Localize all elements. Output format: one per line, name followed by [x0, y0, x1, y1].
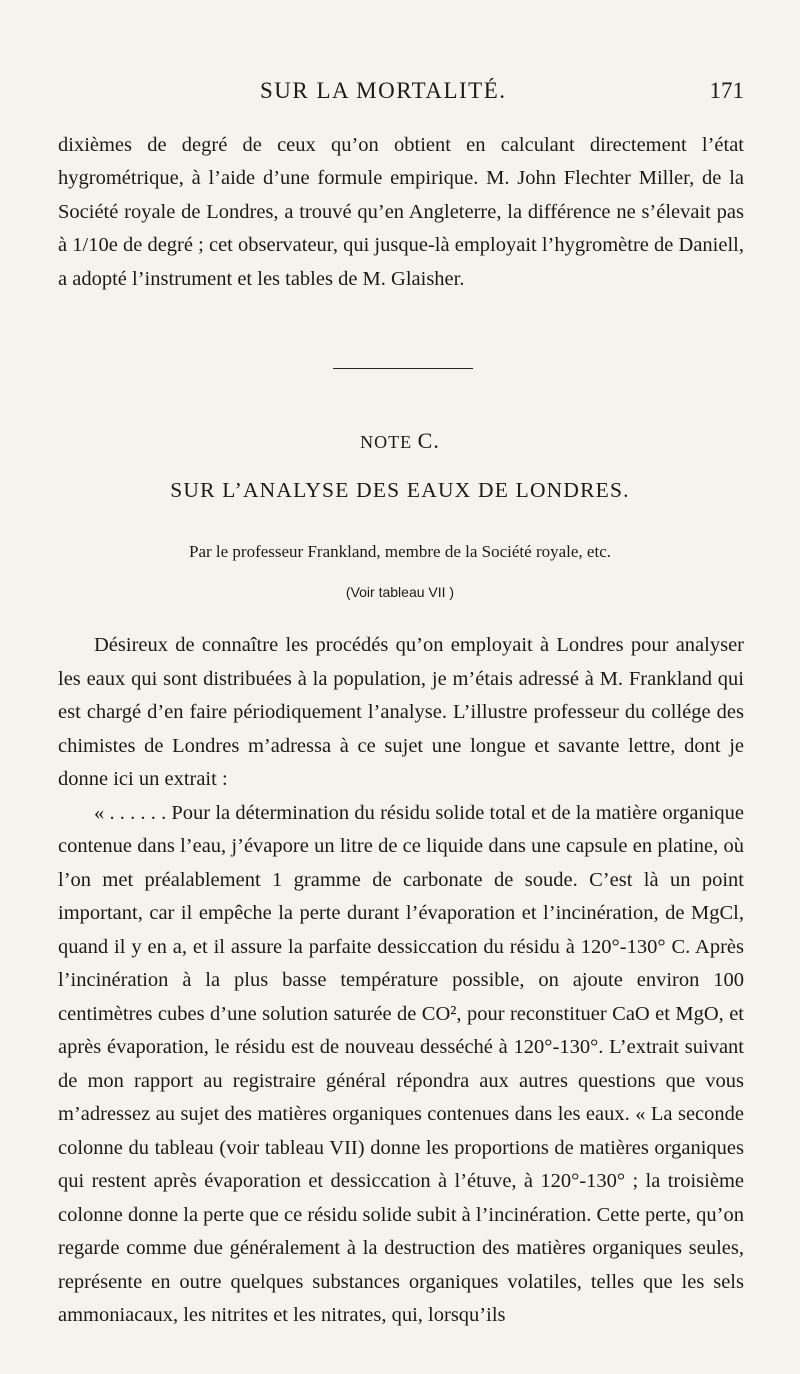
running-head — [0, 78, 800, 114]
paragraph-continuation: dixièmes de degré de ceux qu’on obtient en calculant directement l’état hygrométrique, à l’aide d’une formule empirique. M. John Flechter Miller, de la Société royale de Londres, a trouvé qu’en Angleterre, la différence ne s’élevait pas à 1/10e de degré ; cet observateur, qui jusque-là employait l’hygromètre de Daniell, a adopté l’instrument et les tables de M. Glaisher. — [58, 133, 744, 290]
paragraph-letter-extract: « . . . . . . Pour la détermination du résidu solide total et de la matière organique contenue dans l’eau, j’évapore un litre de ce liquide dans une capsule en platine, où l’on met préalablement 1 gramme de carbonate de soude. C’est là un point important, car il empêche la perte durant l’évaporation et l’incinération, de MgCl, quand il y en a, et il assure la parfaite dessiccation du résidu à 120°-130° C. Après l’incinération à la plus basse température possible, on ajoute environ 100 centimètres cubes d’une solution saturée de CO², pour reconstituer CaO et MgO, et après évaporation, le résidu est de nouveau desséché à 120°-130°. L’extrait suivant de mon rapport au registraire général répondra aux autres questions que vous m’adressez au sujet des matières organiques contenues dans les eaux. « La seconde colonne du tableau (voir tableau VII) donne les proportions de matières organiques qui restent après évaporation et dessiccation à l’étuve, à 120°-130° ; la troisième colonne donne la perte que ce résidu solide subit à l’incinération. Cette perte, qu’on regarde comme due généralement à la destruction des matières organiques seules, représente en outre quelques substances organiques volatiles, telles que les sels ammoniacaux, les nitrites et les nitrates, qui, lorsqu’ils — [58, 801, 744, 1326]
page-number: 171 — [709, 78, 744, 103]
table-reference: (Voir tableau VII ) — [345, 584, 455, 600]
paragraph-intro: Désireux de connaître les procédés qu’on employait à Londres pour analyser les eaux qui sont distribuées à la population, je m’étais adressé à M. Frankland qui est chargé d’en faire périodiquement l’analyse. L’illustre professeur du collége des chimistes de Londres m’adressa à ce sujet une longue et savante lettre, dont je donne ici un extrait : — [58, 634, 744, 790]
section-byline: Par le professeur Frankland, membre de la Société royale, etc. — [188, 542, 611, 561]
section-title: SUR L’ANALYSE DES EAUX DE LONDRES. — [170, 478, 630, 502]
note-label: NOTE — [360, 432, 413, 452]
note-heading — [0, 428, 800, 454]
body-text — [58, 629, 744, 1333]
note-letter: C. — [417, 428, 440, 453]
section-divider — [333, 368, 473, 369]
running-head-title: SUR LA MORTALITÉ. — [260, 78, 507, 103]
